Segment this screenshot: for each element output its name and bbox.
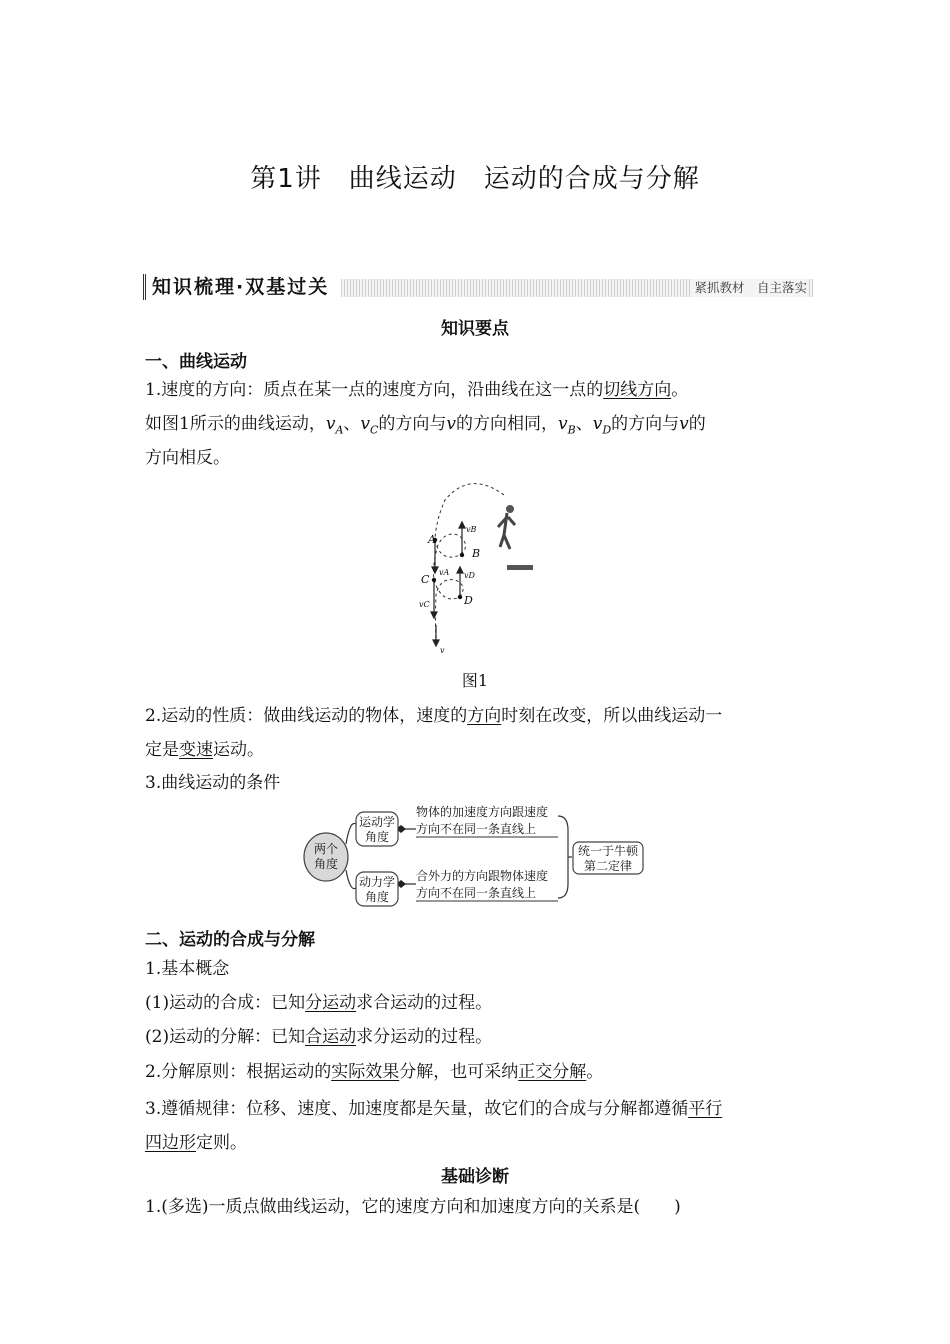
diagnosis-heading: 基础诊断 xyxy=(441,1167,509,1187)
svg-text:物体的加速度方向跟速度: 物体的加速度方向跟速度 xyxy=(416,805,549,819)
fig-label-v: v xyxy=(440,646,445,655)
svg-text:方向不在同一条直线上: 方向不在同一条直线上 xyxy=(416,886,537,900)
fig-label-vd: vD xyxy=(464,571,475,580)
section-bar xyxy=(143,274,813,302)
fig-label-vb: vB xyxy=(466,525,477,534)
figure-1-caption: 图1 xyxy=(461,671,489,690)
diver-icon xyxy=(498,505,515,549)
section-bar-subtitle: 紧抓教材 自主落实 xyxy=(694,280,807,295)
diving-board xyxy=(507,565,533,570)
part2-line4: 2.分解原则：根据运动的实际效果分解，也可采纳正交分解。 xyxy=(145,1062,604,1082)
section-bar-title: 知识梳理·双基过关 xyxy=(143,274,329,300)
fig-label-vc: vC xyxy=(419,600,430,609)
fig-label-a: A xyxy=(428,533,436,546)
part2-line2: (1)运动的合成：已知分运动求合运动的过程。 xyxy=(145,993,493,1013)
svg-text:两个: 两个 xyxy=(313,842,339,856)
figure-1-diagram xyxy=(400,475,550,660)
paragraph-2-line2: 方向相反。 xyxy=(145,448,230,468)
svg-text:角度: 角度 xyxy=(364,830,390,844)
part1-heading: 一、曲线运动 xyxy=(145,352,247,372)
svg-text:第二定律: 第二定律 xyxy=(583,859,633,873)
svg-text:合外力的方向跟物体速度: 合外力的方向跟物体速度 xyxy=(416,869,549,883)
part2-line5b: 四边形定则。 xyxy=(145,1133,247,1153)
svg-text:动力学: 动力学 xyxy=(358,875,396,889)
part2-heading: 二、运动的合成与分解 xyxy=(145,930,315,950)
page-title: 第1讲 曲线运动 运动的合成与分解 xyxy=(250,164,700,194)
condition-diagram xyxy=(300,800,650,912)
knowledge-heading: 知识要点 xyxy=(441,319,509,339)
fig-label-c: C xyxy=(421,573,430,586)
svg-text:角度: 角度 xyxy=(364,890,390,904)
paragraph-2: 如图1所示的曲线运动，$v_A$、$v_C$的方向与v的方向相同，$v_B$、$v_D$的方向与v的 xyxy=(145,414,706,437)
svg-text:统一于牛顿: 统一于牛顿 xyxy=(577,844,639,858)
part2-line1: 1.基本概念 xyxy=(145,959,230,979)
answer-underline: 切线方向 xyxy=(603,380,672,400)
paragraph-1: 1.速度的方向：质点在某一点的速度方向，沿曲线在这一点的切线方向。 xyxy=(145,380,689,400)
part2-line5: 3.遵循规律：位移、速度、加速度都是矢量，故它们的合成与分解都遵循平行 xyxy=(145,1099,723,1119)
svg-text:角度: 角度 xyxy=(313,857,339,871)
paragraph-4: 3.曲线运动的条件 xyxy=(145,773,281,793)
fig-label-b: B xyxy=(472,547,481,560)
part2-line3: (2)运动的分解：已知合运动求分运动的过程。 xyxy=(145,1027,493,1047)
paragraph-3: 2.运动的性质：做曲线运动的物体，速度的方向时刻在改变，所以曲线运动一 xyxy=(145,706,723,726)
question-1: 1.(多选)一质点做曲线运动，它的速度方向和加速度方向的关系是( ) xyxy=(145,1197,681,1217)
fig-label-d: D xyxy=(464,594,473,607)
fig-label-va: vA xyxy=(439,568,450,577)
paragraph-3-line2: 定是变速运动。 xyxy=(145,740,264,760)
svg-text:运动学: 运动学 xyxy=(358,815,396,829)
svg-text:方向不在同一条直线上: 方向不在同一条直线上 xyxy=(416,822,537,836)
